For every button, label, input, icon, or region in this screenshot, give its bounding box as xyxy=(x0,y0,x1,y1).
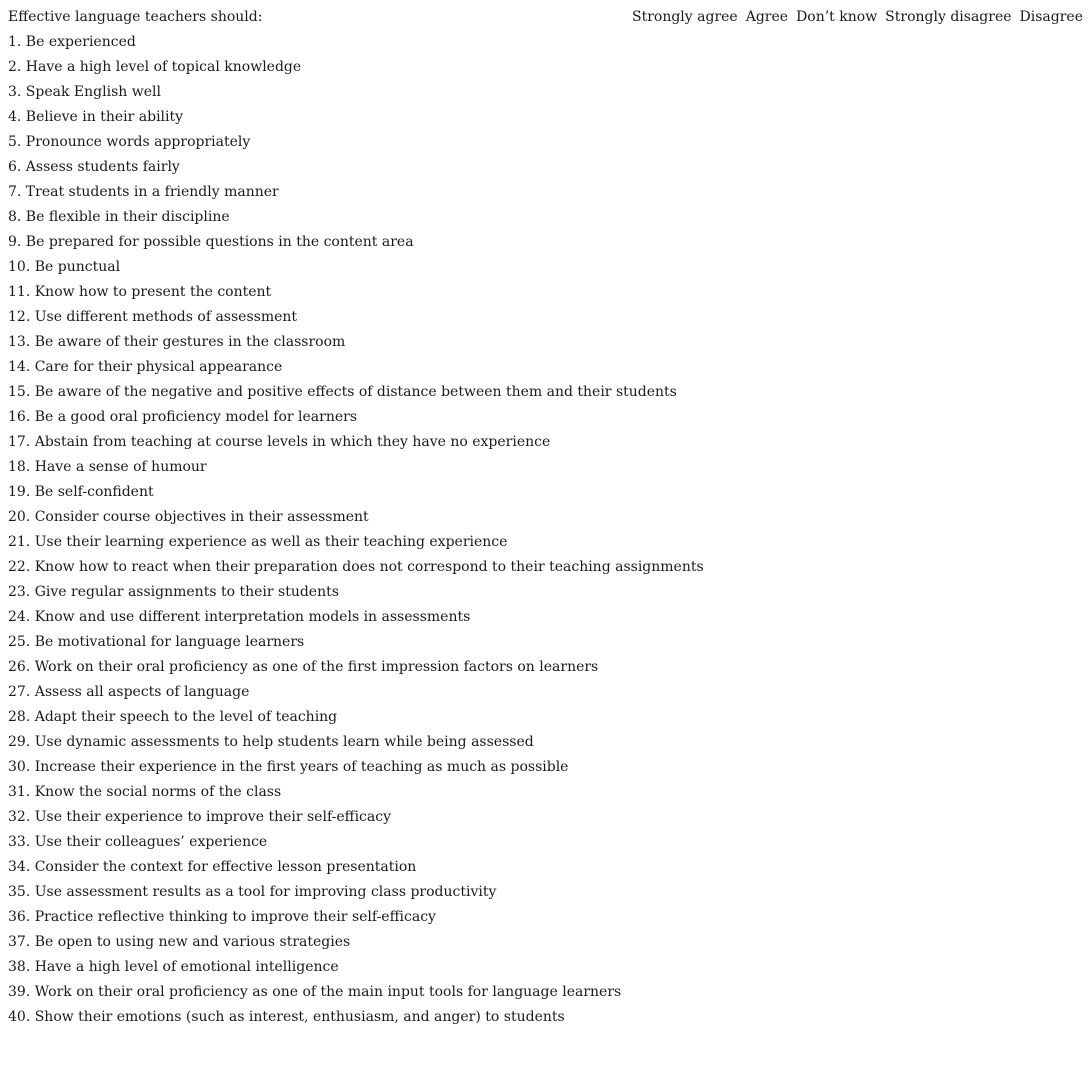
questionnaire-item: 1. Be experienced xyxy=(8,34,136,50)
questionnaire-item: 22. Know how to react when their preparation does not correspond to their teaching assignments xyxy=(8,559,704,575)
questionnaire-item: 2. Have a high level of topical knowledge xyxy=(8,59,302,75)
questionnaire-item: 23. Give regular assignments to their students xyxy=(8,584,339,600)
scale-label: Strongly agree xyxy=(631,9,738,25)
questionnaire-item: 35. Use assessment results as a tool for improving class productivity xyxy=(8,884,497,900)
questionnaire-item: 33. Use their colleagues’ experience xyxy=(8,834,268,850)
questionnaire-item: 16. Be a good oral proficiency model for learners xyxy=(8,409,358,425)
scale-label: Strongly disagree xyxy=(885,9,1012,25)
questionnaire-item: 30. Increase their experience in the first years of teaching as much as possible xyxy=(8,759,569,775)
questionnaire-items xyxy=(0,30,1091,1030)
questionnaire-item: 15. Be aware of the negative and positive effects of distance between them and their students xyxy=(8,384,677,400)
questionnaire-item: 40. Show their emotions (such as interest, enthusiasm, and anger) to students xyxy=(8,1009,565,1025)
questionnaire-item: 32. Use their experience to improve their self-efficacy xyxy=(8,809,391,825)
scale-label: Disagree xyxy=(1019,9,1083,25)
questionnaire-item: 26. Work on their oral proficiency as one of the first impression factors on learners xyxy=(8,659,599,675)
questionnaire-item: 11. Know how to present the content xyxy=(8,284,272,300)
questionnaire-item: 29. Use dynamic assessments to help students learn while being assessed xyxy=(8,734,534,750)
questionnaire-item: 24. Know and use different interpretation models in assessments xyxy=(8,609,471,625)
questionnaire-item: 34. Consider the context for effective lesson presentation xyxy=(8,859,417,875)
scale-label: Agree xyxy=(745,9,789,25)
questionnaire-item: 38. Have a high level of emotional intelligence xyxy=(8,959,339,975)
questionnaire-item: 20. Consider course objectives in their assessment xyxy=(8,509,369,525)
questionnaire-item: 9. Be prepared for possible questions in the content area xyxy=(8,234,414,250)
questionnaire-item: 39. Work on their oral proficiency as one of the main input tools for language learners xyxy=(8,984,622,1000)
questionnaire-item: 5. Pronounce words appropriately xyxy=(8,134,251,150)
questionnaire-header xyxy=(0,5,1091,30)
questionnaire-item: 10. Be punctual xyxy=(8,259,121,275)
questionnaire-item: 36. Practice reflective thinking to improve their self-efficacy xyxy=(8,909,436,925)
response-scale xyxy=(632,9,1083,25)
questionnaire-item: 37. Be open to using new and various strategies xyxy=(8,934,351,950)
scale-label: Don’t know xyxy=(796,9,878,25)
questionnaire-item: 6. Assess students fairly xyxy=(8,159,180,175)
questionnaire-item: 21. Use their learning experience as well as their teaching experience xyxy=(8,534,508,550)
questionnaire-item: 18. Have a sense of humour xyxy=(8,459,207,475)
questionnaire-item: 7. Treat students in a friendly manner xyxy=(8,184,279,200)
questionnaire-item: 27. Assess all aspects of language xyxy=(8,684,250,700)
questionnaire-item: 13. Be aware of their gestures in the classroom xyxy=(8,334,346,350)
questionnaire-item: 8. Be flexible in their discipline xyxy=(8,209,230,225)
questionnaire-item: 31. Know the social norms of the class xyxy=(8,784,282,800)
questionnaire-item: 25. Be motivational for language learners xyxy=(8,634,305,650)
questionnaire-item: 4. Believe in their ability xyxy=(8,109,184,125)
questionnaire-item: 12. Use different methods of assessment xyxy=(8,309,298,325)
questionnaire-item: 28. Adapt their speech to the level of teaching xyxy=(8,709,338,725)
questionnaire-title: Effective language teachers should: xyxy=(8,9,263,25)
questionnaire-item: 19. Be self-confident xyxy=(8,484,154,500)
questionnaire-item: 17. Abstain from teaching at course levels in which they have no experience xyxy=(8,434,551,450)
questionnaire-item: 14. Care for their physical appearance xyxy=(8,359,283,375)
questionnaire-item: 3. Speak English well xyxy=(8,84,161,100)
